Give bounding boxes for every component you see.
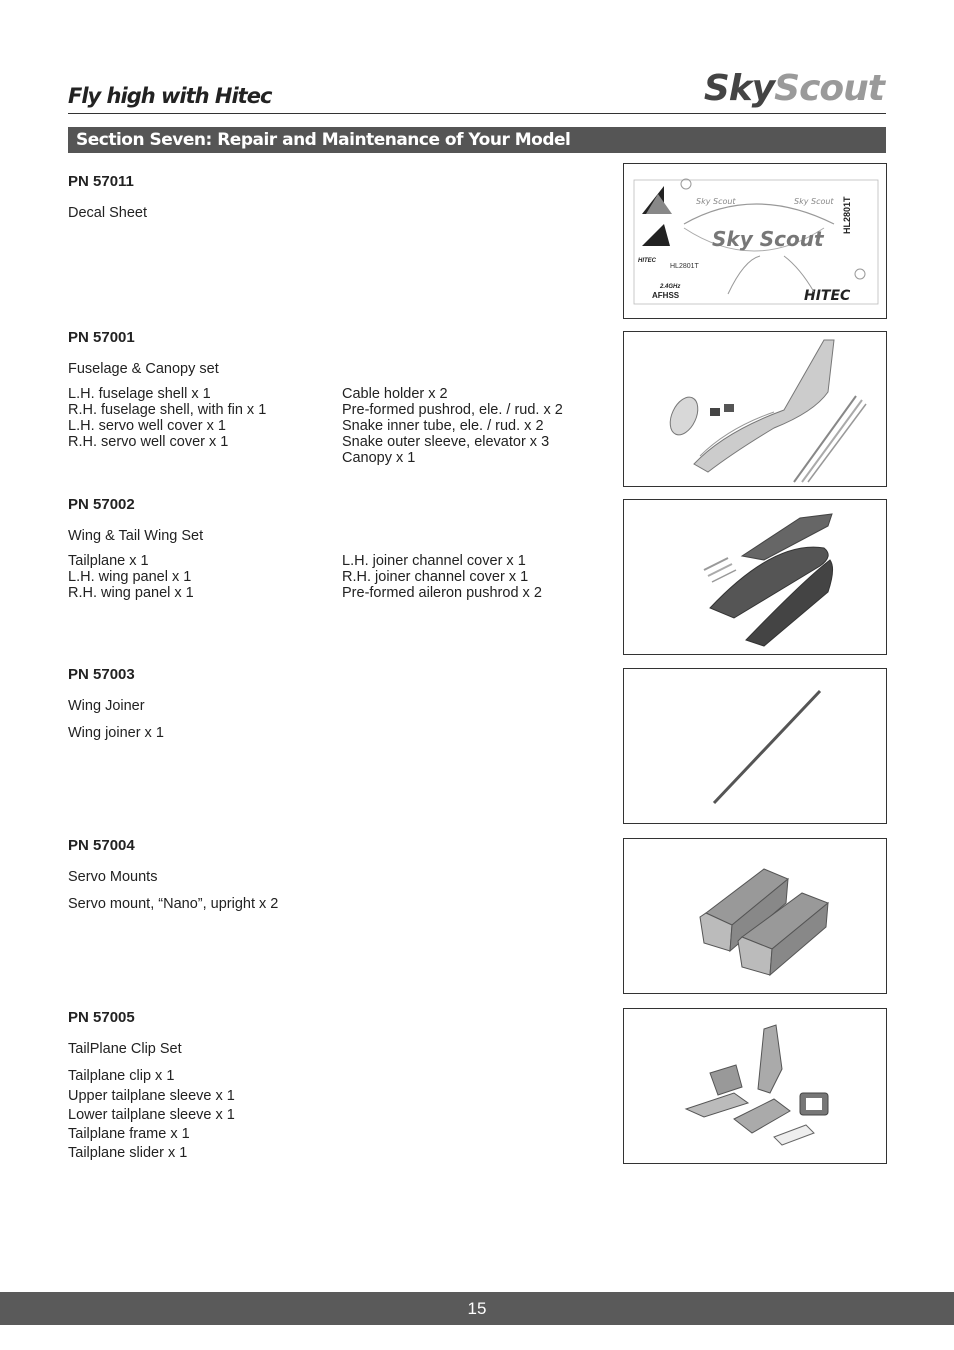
part-name: Wing Joiner bbox=[68, 698, 145, 714]
part-57003 bbox=[68, 665, 608, 743]
decal-model-code: HL2801T bbox=[670, 263, 699, 270]
part-57011 bbox=[68, 172, 608, 222]
part-number: PN 57011 bbox=[68, 173, 134, 190]
list-item: R.H. wing panel x 1 bbox=[68, 585, 194, 601]
list-item: R.H. servo well cover x 1 bbox=[68, 434, 229, 450]
part-number: PN 57004 bbox=[68, 837, 135, 854]
list-item: L.H. servo well cover x 1 bbox=[68, 418, 226, 434]
decal-label-small-1: Sky Scout bbox=[696, 197, 736, 206]
part-name: TailPlane Clip Set bbox=[68, 1041, 182, 1057]
decal-freq: 2.4GHz bbox=[660, 284, 681, 290]
list-item: Tailplane x 1 bbox=[68, 553, 149, 569]
list-item: Upper tailplane sleeve x 1 bbox=[68, 1088, 235, 1104]
part-57002 bbox=[68, 495, 608, 601]
part-name: Servo Mounts bbox=[68, 869, 158, 885]
decal-hitec-small: HITEC bbox=[638, 258, 656, 264]
list-item: Canopy x 1 bbox=[342, 450, 416, 466]
part-57004 bbox=[68, 836, 608, 914]
list-item: Pre-formed aileron pushrod x 2 bbox=[342, 585, 542, 601]
wing-set-image bbox=[623, 499, 887, 655]
list-item: Lower tailplane sleeve x 1 bbox=[68, 1107, 235, 1123]
decal-model-code-vertical: HL2801T bbox=[842, 196, 852, 234]
list-item: L.H. fuselage shell x 1 bbox=[68, 386, 211, 402]
decal-afhss: AFHSS bbox=[652, 291, 680, 300]
part-57005 bbox=[68, 1008, 608, 1163]
parts-list bbox=[68, 724, 608, 743]
list-item: L.H. wing panel x 1 bbox=[68, 569, 192, 585]
list-item: Wing joiner x 1 bbox=[68, 725, 164, 741]
list-item: Tailplane clip x 1 bbox=[68, 1068, 175, 1084]
servo-mount-image bbox=[623, 838, 887, 994]
brand-logo-part1: Sky bbox=[703, 68, 775, 109]
part-name: Wing & Tail Wing Set bbox=[68, 528, 204, 544]
list-item: L.H. joiner channel cover x 1 bbox=[342, 553, 526, 569]
header-divider bbox=[68, 113, 886, 114]
list-item: Tailplane frame x 1 bbox=[68, 1126, 190, 1142]
brand-logo-part2: Scout bbox=[774, 68, 884, 109]
decal-hitec-logo: HITEC bbox=[804, 288, 851, 304]
list-item: Snake outer sleeve, elevator x 3 bbox=[342, 434, 550, 450]
wing-joiner-image bbox=[623, 668, 887, 824]
part-number: PN 57002 bbox=[68, 496, 135, 513]
section-title: Section Seven: Repair and Maintenance of Your Model bbox=[68, 127, 886, 153]
page-number: 15 bbox=[0, 1292, 954, 1325]
header-tagline: Fly high with Hitec bbox=[68, 84, 272, 108]
list-item: Snake inner tube, ele. / rud. x 2 bbox=[342, 418, 544, 434]
decal-sheet-image bbox=[623, 163, 887, 319]
part-number: PN 57001 bbox=[68, 329, 135, 346]
tailplane-clip-image bbox=[623, 1008, 887, 1164]
part-name: Decal Sheet bbox=[68, 205, 147, 221]
list-item: Servo mount, “Nano”, upright x 2 bbox=[68, 896, 279, 912]
list-item: R.H. fuselage shell, with fin x 1 bbox=[68, 402, 267, 418]
parts-list bbox=[68, 895, 608, 914]
list-item: Tailplane slider x 1 bbox=[68, 1145, 188, 1161]
list-item: Cable holder x 2 bbox=[342, 386, 448, 402]
decal-label-small-2: Sky Scout bbox=[794, 197, 834, 206]
part-number: PN 57003 bbox=[68, 666, 135, 683]
decal-title: Sky Scout bbox=[712, 227, 824, 251]
list-item: Pre-formed pushrod, ele. / rud. x 2 bbox=[342, 402, 563, 418]
list-item: R.H. joiner channel cover x 1 bbox=[342, 569, 529, 585]
part-name: Fuselage & Canopy set bbox=[68, 361, 219, 377]
fuselage-image bbox=[623, 331, 887, 487]
part-57001 bbox=[68, 328, 608, 466]
brand-logo bbox=[704, 68, 884, 109]
part-number: PN 57005 bbox=[68, 1009, 135, 1026]
parts-list bbox=[68, 1067, 608, 1163]
